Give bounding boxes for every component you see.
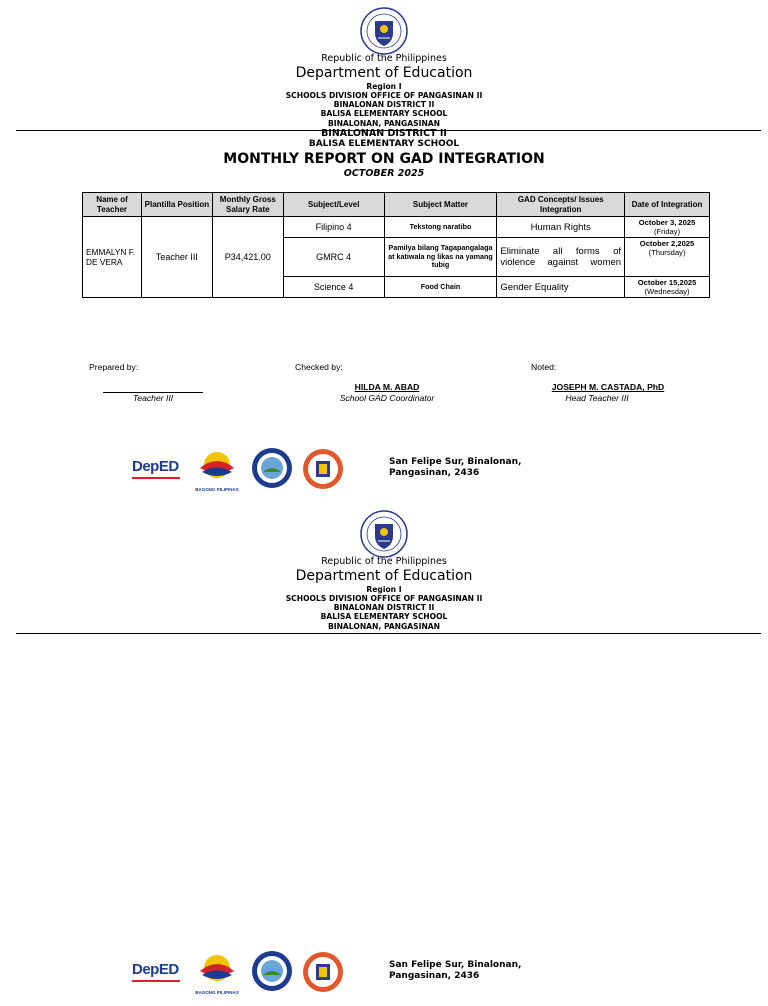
bagong-pilipinas-icon xyxy=(194,951,240,985)
col-header: Date of Integration xyxy=(625,193,710,217)
report-school: BALISA ELEMENTARY SCHOOL xyxy=(308,139,460,149)
gad-concept-cell: Eliminate all forms of violence against women xyxy=(497,238,625,277)
teacher-name-cell: EMMALYN F. DE VERA xyxy=(83,217,142,298)
report-period: OCTOBER 2025 xyxy=(343,168,425,179)
subject-matter-cell: Tekstong naratibo xyxy=(384,217,497,238)
deped-logo-underline xyxy=(132,980,180,982)
checked-name: HILDA M. ABAD xyxy=(354,382,420,392)
region-text: Region I xyxy=(366,585,402,594)
district-text: BINALONAN DISTRICT II xyxy=(333,603,435,612)
table-row xyxy=(83,217,710,238)
col-header: Name of Teacher xyxy=(83,193,142,217)
department-text: Department of Education xyxy=(295,568,473,584)
department-text: Department of Education xyxy=(295,65,473,81)
report-title: MONTHLY REPORT ON GAD INTEGRATION xyxy=(223,151,545,167)
date-value: October 3, 2025 xyxy=(638,218,696,227)
deped-logo xyxy=(132,459,184,485)
date-cell xyxy=(625,238,710,277)
noted-label: Noted: xyxy=(531,362,557,372)
noted-name: JOSEPH M. CASTADA, PhD xyxy=(551,382,665,392)
division-text: SCHOOLS DIVISION OFFICE OF PANGASINAN II xyxy=(285,91,483,100)
bagong-pilipinas-icon xyxy=(194,448,240,482)
division-seal-icon xyxy=(251,950,293,992)
school-text: BALISA ELEMENTARY SCHOOL xyxy=(320,612,448,621)
col-header: Plantilla Position xyxy=(141,193,212,217)
republic-text: Republic of the Philippines xyxy=(321,556,447,567)
region-text: Region I xyxy=(366,82,402,91)
report-district: BINALONAN DISTRICT II xyxy=(321,128,447,139)
location-text: BINALONAN, PANGASINAN xyxy=(327,622,441,631)
division-seal-icon xyxy=(251,447,293,489)
salary-cell: P34,421.00 xyxy=(212,217,283,298)
col-header: Subject Matter xyxy=(384,193,497,217)
address-line2: Pangasinan, 2436 xyxy=(389,971,480,981)
subject-matter-cell: Food Chain xyxy=(384,277,497,298)
date-value: October 2,2025 xyxy=(639,239,695,248)
division-text: SCHOOLS DIVISION OFFICE OF PANGASINAN II xyxy=(285,594,483,603)
address-line2: Pangasinan, 2436 xyxy=(389,468,480,478)
checked-title: School GAD Coordinator xyxy=(339,393,435,403)
bagong-text: BAGONG PILIPINAS xyxy=(195,990,239,995)
col-header: Subject/Level xyxy=(283,193,384,217)
deped-seal-icon xyxy=(360,510,408,558)
subject-matter-cell: Pamilya bilang Tagapangalaga at katiwala ng likas na yamang tubig xyxy=(384,238,497,277)
gad-concept-cell: Human Rights xyxy=(497,217,625,238)
district-text: BINALONAN DISTRICT II xyxy=(333,100,435,109)
school-seal-icon xyxy=(302,951,344,993)
address-line1: San Felipe Sur, Binalonan, xyxy=(389,960,522,970)
col-header: Monthly Gross Salary Rate xyxy=(212,193,283,217)
address-line1: San Felipe Sur, Binalonan, xyxy=(389,457,522,467)
deped-logo-text: DepED xyxy=(132,961,179,978)
checked-label: Checked by: xyxy=(295,362,343,372)
day-value: (Wednesday) xyxy=(644,287,690,296)
republic-text: Republic of the Philippines xyxy=(321,53,447,64)
table-header-row xyxy=(83,193,710,217)
day-value: (Thursday) xyxy=(648,248,686,257)
bagong-text: BAGONG PILIPINAS xyxy=(195,487,239,492)
location-text: BINALONAN, PANGASINAN xyxy=(327,119,441,128)
subject-cell: Filipino 4 xyxy=(283,217,384,238)
school-seal-icon xyxy=(302,448,344,490)
col-header: GAD Concepts/ Issues Integration xyxy=(497,193,625,217)
date-value: October 15,2025 xyxy=(637,278,697,287)
header-rule xyxy=(16,633,761,634)
noted-title: Head Teacher III xyxy=(565,393,629,403)
school-text: BALISA ELEMENTARY SCHOOL xyxy=(320,109,448,118)
prepared-title: Teacher III xyxy=(132,393,174,403)
subject-cell: Science 4 xyxy=(283,277,384,298)
deped-logo-underline xyxy=(132,477,180,479)
deped-logo-text: DepED xyxy=(132,458,179,475)
day-value: (Friday) xyxy=(653,227,681,236)
bagong-pilipinas-logo xyxy=(194,951,240,993)
prepared-label: Prepared by: xyxy=(89,362,139,372)
deped-seal-icon xyxy=(360,7,408,55)
deped-logo xyxy=(132,962,184,988)
gad-table xyxy=(82,192,710,298)
date-cell xyxy=(625,217,710,238)
date-cell xyxy=(625,277,710,298)
bagong-pilipinas-logo xyxy=(194,448,240,490)
position-cell: Teacher III xyxy=(141,217,212,298)
subject-cell: GMRC 4 xyxy=(283,238,384,277)
gad-concept-cell: Gender Equality xyxy=(497,277,625,298)
